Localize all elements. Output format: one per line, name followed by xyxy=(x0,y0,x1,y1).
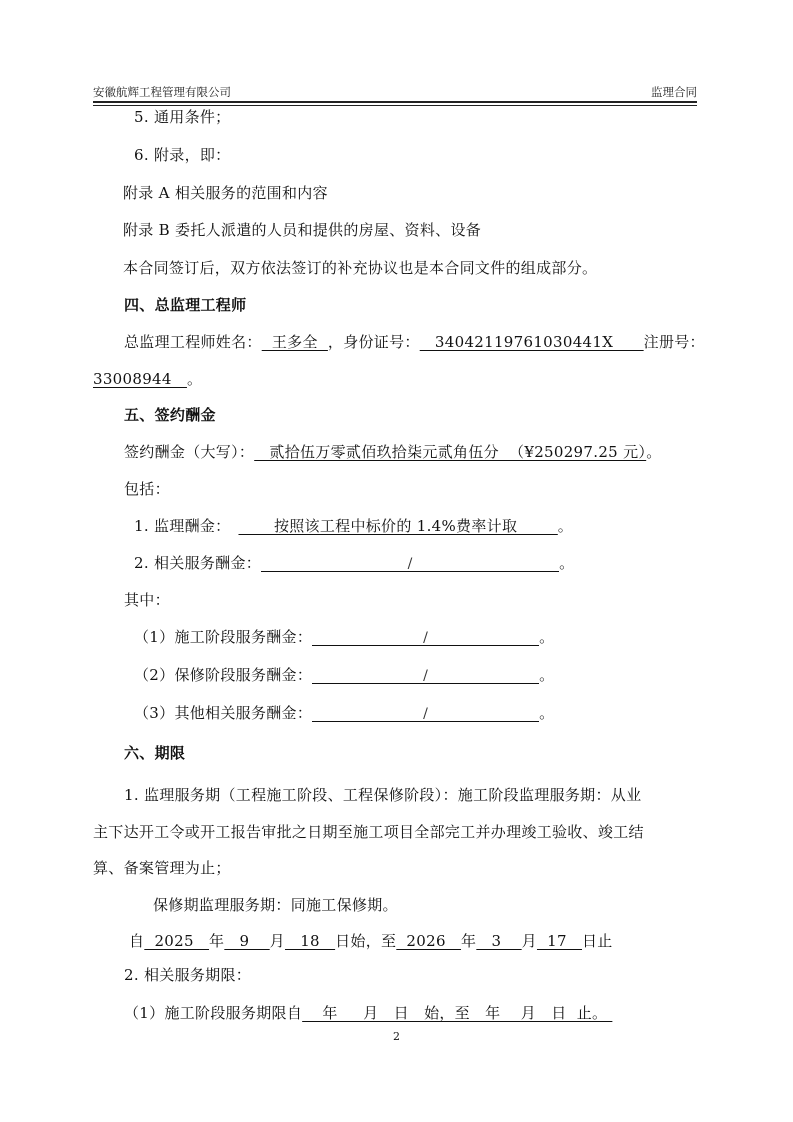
related-period-sub-1-value: 年 月 日 始，至 年 月 日 止。 xyxy=(302,1004,613,1022)
service-period-line-3: 算、备案管理为止； xyxy=(93,859,231,877)
fee-1-line xyxy=(134,517,573,535)
amount-label: 签约酬金（大写）： xyxy=(124,443,255,461)
related-period-sub-1 xyxy=(124,1004,612,1022)
registration-line xyxy=(93,370,202,388)
related-period-title: 2. 相关服务期限： xyxy=(124,966,252,984)
section-5-title: 五、签约酬金 xyxy=(124,406,216,424)
from-label: 自 xyxy=(129,932,145,950)
end-year-label: 年 xyxy=(461,932,477,950)
sub-fee-3-end: 。 xyxy=(539,704,555,722)
sub-fee-1-end: 。 xyxy=(539,628,555,646)
fee-2-label: 2. 相关服务酬金： xyxy=(134,554,262,572)
sub-fee-3-label: （3）其他相关服务酬金： xyxy=(134,704,313,722)
section-6-title: 六、期限 xyxy=(124,744,186,762)
appendix-a: 附录 A 相关服务的范围和内容 xyxy=(123,184,328,202)
fee-2-line xyxy=(134,554,574,572)
id-label: ，身份证号： xyxy=(327,333,420,351)
end-month-label: 月 xyxy=(521,932,537,950)
header-rule-thick xyxy=(93,101,697,103)
fee-1-value: 按照该工程中标价的 1.4%费率计取 xyxy=(238,517,558,535)
related-period-sub-1-label: （1）施工阶段服务期限自 xyxy=(124,1004,303,1022)
fee-2-blank xyxy=(261,554,559,572)
sub-fee-3-value: / xyxy=(423,706,429,722)
name-value: 王多全 xyxy=(261,333,328,351)
end-day-label: 日止 xyxy=(582,932,613,950)
among-label: 其中： xyxy=(124,591,170,609)
sub-fee-1-value: / xyxy=(423,630,429,646)
end-month: 3 xyxy=(476,932,522,950)
start-day: 18 xyxy=(284,932,336,950)
start-month: 9 xyxy=(224,932,270,950)
includes-label: 包括： xyxy=(124,480,170,498)
item-6: 6. 附录，即： xyxy=(134,146,231,164)
page-header xyxy=(93,84,697,100)
sub-fee-2-blank xyxy=(312,666,539,684)
amount-value: 贰拾伍万零贰佰玖拾柒元贰角伍分 （¥250297.25 元） xyxy=(254,443,647,461)
section-4-title: 四、总监理工程师 xyxy=(124,296,247,314)
amount-line xyxy=(124,443,662,461)
supplement-text: 本合同签订后，双方依法签订的补充协议也是本合同文件的组成部分。 xyxy=(123,259,598,277)
sub-fee-2-label: （2）保修阶段服务酬金： xyxy=(134,666,313,684)
reg-label: 注册号： xyxy=(643,333,705,351)
appendix-b: 附录 B 委托人派遣的人员和提供的房屋、资料、设备 xyxy=(123,221,482,239)
service-period-line-2: 主下达开工令或开工报告审批之日期至施工项目全部完工并办理竣工验收、竣工结 xyxy=(93,823,644,841)
page-number: 2 xyxy=(393,1030,400,1043)
header-doc-type: 监理合同 xyxy=(651,85,697,99)
fee-2-value: / xyxy=(407,556,413,572)
header-rule-thin xyxy=(93,105,697,106)
start-month-label: 月 xyxy=(269,932,285,950)
sub-fee-3-line xyxy=(134,704,554,722)
start-year-label: 年 xyxy=(209,932,225,950)
reg-end: 。 xyxy=(186,370,203,388)
sub-fee-1-label: （1）施工阶段服务酬金： xyxy=(134,628,313,646)
sub-fee-2-end: 。 xyxy=(539,666,555,684)
header-company: 安徽航辉工程管理有限公司 xyxy=(93,85,231,99)
amount-end: 。 xyxy=(646,443,662,461)
chief-engineer-line xyxy=(124,333,705,351)
start-day-label: 日始，至 xyxy=(335,932,397,950)
item-5: 5. 通用条件； xyxy=(134,108,231,126)
id-value: 34042119761030441X xyxy=(419,333,644,351)
sub-fee-3-blank xyxy=(312,704,539,722)
name-label: 总监理工程师姓名： xyxy=(124,333,262,351)
reg-value: 33008944 xyxy=(93,370,187,388)
sub-fee-2-line xyxy=(134,666,554,684)
start-year: 2025 xyxy=(144,932,210,950)
sub-fee-2-value: / xyxy=(423,668,429,684)
warranty-period: 保修期监理服务期：同施工保修期。 xyxy=(153,896,398,914)
end-day: 17 xyxy=(536,932,582,950)
sub-fee-1-line xyxy=(134,628,554,646)
fee-1-label: 1. 监理酬金： xyxy=(134,517,231,535)
date-range-line xyxy=(129,932,613,950)
end-year: 2026 xyxy=(396,932,462,950)
fee-1-end: 。 xyxy=(557,517,574,535)
fee-2-end: 。 xyxy=(559,554,575,572)
service-period-line-1: 1. 监理服务期（工程施工阶段、工程保修阶段）：施工阶段监理服务期：从业 xyxy=(124,786,642,804)
sub-fee-1-blank xyxy=(312,628,539,646)
